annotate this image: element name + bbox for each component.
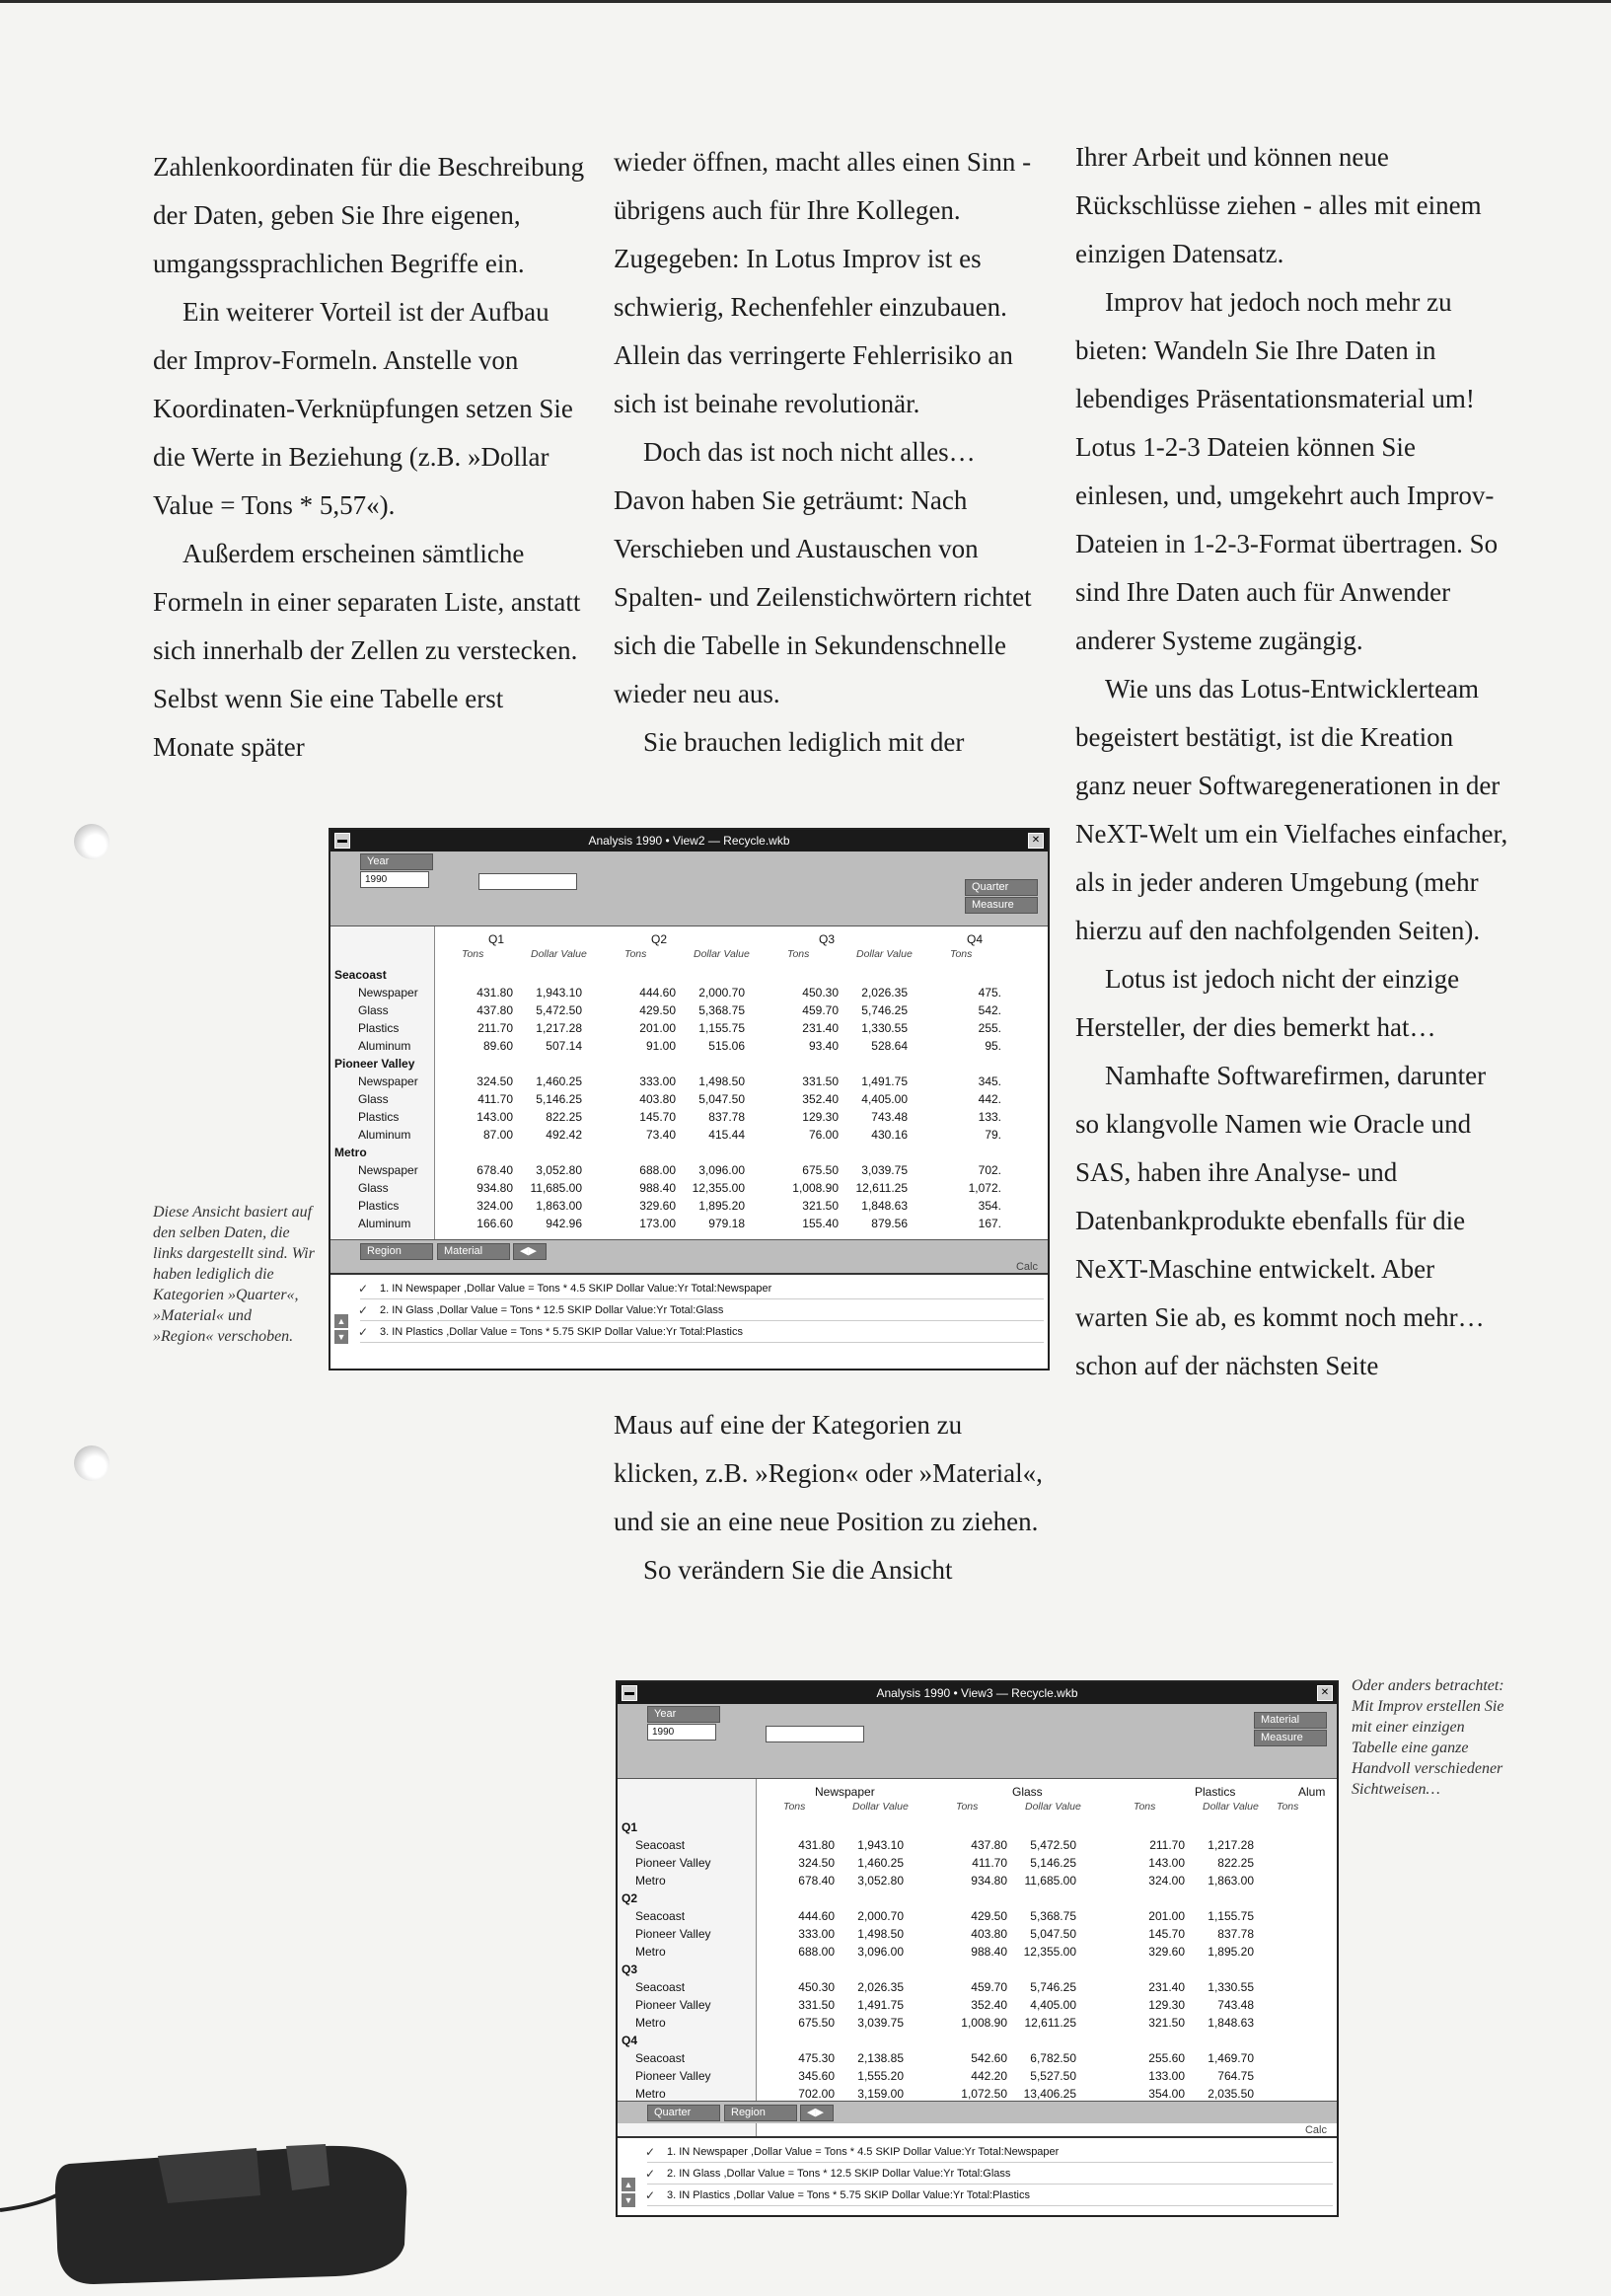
formula-list xyxy=(330,1261,1048,1369)
paragraph: Doch das ist noch nicht alles… Davon haben Sie geträumt: Nach Verschieben und Austauschen von Spalten- und Zeilenstichwörtern richtet sich die Tabelle in Sekundenschnelle wieder neu aus. xyxy=(614,437,1032,708)
item-input[interactable] xyxy=(766,1726,864,1742)
check-icon: ✓ xyxy=(645,2167,656,2181)
cell-value: 133.00 xyxy=(1148,2069,1185,2083)
cell-value: 431.80 xyxy=(798,1838,835,1852)
paragraph: So verändern Sie die Ansicht xyxy=(643,1555,953,1585)
column-header: Q1 xyxy=(488,932,505,946)
cell-value: 515.06 xyxy=(708,1039,745,1053)
cell-value: 437.80 xyxy=(476,1003,513,1017)
check-icon: ✓ xyxy=(645,2188,656,2202)
figure-caption-2: Oder anders betrachtet: Mit Improv erstellen Sie mit einer einzigen Tabelle eine ganze Handvoll verschiedener Sichtweisen… xyxy=(1352,1677,1504,1798)
row-label: Glass xyxy=(358,1181,389,1195)
cell-value: 12,611.25 xyxy=(1024,2016,1076,2030)
cell-value: 1,330.55 xyxy=(861,1021,908,1035)
cell-value: 1,217.28 xyxy=(536,1021,582,1035)
column-subheader: Tons xyxy=(787,948,810,960)
row-label: Aluminum xyxy=(358,1217,411,1230)
paragraph: Zahlenkoordinaten für die Beschreibung der Daten, geben Sie Ihre eigenen, umgangssprachlichen Begriffe ein. xyxy=(153,152,585,278)
cell-value: 442.20 xyxy=(971,2069,1007,2083)
cell-value: 201.00 xyxy=(639,1021,676,1035)
cell-value: 73.40 xyxy=(645,1128,676,1142)
cell-value: 321.50 xyxy=(802,1199,839,1213)
row-group-label: Q3 xyxy=(622,1963,638,1976)
cell-value: 988.40 xyxy=(971,1945,1007,1959)
category-tile-year[interactable]: Year xyxy=(647,1706,720,1723)
scroll-arrows-icon[interactable]: ◀▶ xyxy=(513,1243,547,1260)
cell-value: 1,895.20 xyxy=(1208,1945,1254,1959)
cell-value: 4,405.00 xyxy=(861,1092,908,1106)
row-label: Seacoast xyxy=(635,2051,686,2065)
cell-value: 675.50 xyxy=(798,2016,835,2030)
cell-value: 430.16 xyxy=(871,1128,908,1142)
cell-value: 442. xyxy=(978,1092,1001,1106)
cell-value: 475. xyxy=(978,986,1001,1000)
cell-value: 411.70 xyxy=(972,1856,1007,1870)
column-subheader: Tons xyxy=(624,948,647,960)
figure-caption-1: Diese Ansicht basiert auf den selben Daten, die links dargestellt sind. Wir haben lediglich die Kategorien »Quarter«, »Material« und »Region« verschoben. xyxy=(153,1204,315,1345)
cell-value: 702. xyxy=(978,1163,1001,1177)
cell-value: 1,008.90 xyxy=(792,1181,839,1195)
cell-value: 352.40 xyxy=(971,1998,1007,2012)
paragraph: Ein weiterer Vorteil ist der Aufbau der Improv-Formeln. Anstelle von Koordinaten-Verknüpfungen setzen Sie die Werte in Beziehung (z.B. »Dollar Value = Tons * 5,57«). xyxy=(153,297,573,520)
cell-value: 2,000.70 xyxy=(857,1909,904,1923)
category-tile-region[interactable]: Region xyxy=(724,2105,797,2121)
cell-value: 822.25 xyxy=(1217,1856,1254,1870)
cell-value: 528.64 xyxy=(871,1039,908,1053)
row-label: Metro xyxy=(635,2016,666,2030)
formula-line[interactable]: ✓ 2. IN Glass ,Dollar Value = Tons * 12.5 SKIP Dollar Value:Yr Total:Glass xyxy=(360,1300,1044,1321)
row-label: Metro xyxy=(635,2087,666,2101)
column-header: Alum xyxy=(1298,1785,1326,1799)
cell-value: 211.70 xyxy=(1149,1838,1185,1852)
cell-value: 1,008.90 xyxy=(961,2016,1007,2030)
cell-value: 324.50 xyxy=(798,1856,835,1870)
item-input[interactable] xyxy=(478,873,577,890)
check-icon: ✓ xyxy=(645,2145,656,2159)
column-subheader: Tons xyxy=(956,1801,979,1813)
column-header: Glass xyxy=(1012,1785,1043,1799)
cell-value: 2,026.35 xyxy=(861,986,908,1000)
formula-line[interactable]: ✓ 1. IN Newspaper ,Dollar Value = Tons * 4.5 SKIP Dollar Value:Yr Total:Newspaper xyxy=(647,2142,1333,2163)
cell-value: 1,943.10 xyxy=(857,1838,904,1852)
paragraph: Außerdem erscheinen sämtliche Formeln in einer separaten Liste, anstatt sich innerhalb der Zellen zu verstecken. Selbst wenn Sie eine Tabelle erst Monate später xyxy=(153,539,581,762)
cell-value: 329.60 xyxy=(1148,1945,1185,1959)
text-column-1 xyxy=(153,143,587,772)
category-tile-area xyxy=(330,852,1048,926)
cell-value: 1,491.75 xyxy=(861,1074,908,1088)
text-column-2-continued xyxy=(614,1401,1048,1594)
cell-value: 1,217.28 xyxy=(1208,1838,1254,1852)
column-header: Q2 xyxy=(651,932,668,946)
cell-value: 2,138.85 xyxy=(857,2051,904,2065)
close-icon[interactable]: ✕ xyxy=(1028,833,1044,849)
cell-value: 5,146.25 xyxy=(1030,1856,1076,1870)
category-tile-area xyxy=(618,1704,1337,1778)
row-group-label: Q1 xyxy=(622,1820,638,1834)
cell-value: 444.60 xyxy=(639,986,676,1000)
paragraph: wieder öffnen, macht alles einen Sinn - übrigens auch für Ihre Kollegen. Zugegeben: In Lotus Improv ist es schwierig, Rechenfehler einzubauen. Allein das verringerte Fehlerrisiko an sich ist beinahe revolutionär. xyxy=(614,147,1032,418)
cell-value: 988.40 xyxy=(639,1181,676,1195)
calc-button[interactable]: Calc xyxy=(1304,2124,1327,2136)
cell-value: 459.70 xyxy=(802,1003,839,1017)
formula-line[interactable]: ✓ 3. IN Plastics ,Dollar Value = Tons * 5.75 SKIP Dollar Value:Yr Total:Plastics xyxy=(647,2185,1333,2206)
cell-value: 411.70 xyxy=(477,1092,513,1106)
category-tile-quarter[interactable]: Quarter xyxy=(965,879,1038,896)
cell-value: 678.40 xyxy=(476,1163,513,1177)
cell-value: 942.96 xyxy=(546,1217,582,1230)
cell-value: 837.78 xyxy=(1217,1927,1254,1941)
formula-line[interactable]: ✓ 1. IN Newspaper ,Dollar Value = Tons * 4.5 SKIP Dollar Value:Yr Total:Newspaper xyxy=(360,1279,1044,1299)
cell-value: 331.50 xyxy=(802,1074,839,1088)
cell-value: 2,000.70 xyxy=(698,986,745,1000)
cell-value: 3,039.75 xyxy=(861,1163,908,1177)
cell-value: 822.25 xyxy=(546,1110,582,1124)
cell-value: 743.48 xyxy=(1217,1998,1254,2012)
row-label: Newspaper xyxy=(358,1163,418,1177)
cell-value: 5,047.50 xyxy=(1030,1927,1076,1941)
cell-value: 3,052.80 xyxy=(536,1163,582,1177)
cell-value: 76.00 xyxy=(808,1128,839,1142)
cell-value: 345.60 xyxy=(798,2069,835,2083)
cell-value: 329.60 xyxy=(639,1199,676,1213)
row-label: Metro xyxy=(635,1945,666,1959)
row-label: Seacoast xyxy=(635,1909,686,1923)
column-subheader: Tons xyxy=(1134,1801,1156,1813)
cell-value: 231.40 xyxy=(1148,1980,1185,1994)
cell-value: 444.60 xyxy=(798,1909,835,1923)
cell-value: 5,146.25 xyxy=(536,1092,582,1106)
cell-value: 1,460.25 xyxy=(857,1856,904,1870)
cell-value: 450.30 xyxy=(798,1980,835,1994)
cell-value: 6,782.50 xyxy=(1030,2051,1076,2065)
scroll-down-icon[interactable]: ▼ xyxy=(622,2193,635,2207)
row-label: Pioneer Valley xyxy=(635,1927,711,1941)
paragraph: Maus auf eine der Kategorien zu klicken, z.B. »Region« oder »Material«, und sie an eine neue Position zu ziehen. xyxy=(614,1410,1043,1536)
row-group-label: Q4 xyxy=(622,2034,638,2047)
cell-value: 5,368.75 xyxy=(1030,1909,1076,1923)
column-subheader: Dollar Value xyxy=(694,948,750,960)
cell-value: 403.80 xyxy=(971,1927,1007,1941)
cell-value: 1,330.55 xyxy=(1208,1980,1254,1994)
cell-value: 415.44 xyxy=(708,1128,745,1142)
cell-value: 12,355.00 xyxy=(1023,1945,1076,1959)
cell-value: 89.60 xyxy=(482,1039,513,1053)
cell-value: 12,355.00 xyxy=(692,1181,745,1195)
cell-value: 3,159.00 xyxy=(857,2087,904,2101)
cell-value: 155.40 xyxy=(802,1217,839,1230)
row-label: Newspaper xyxy=(358,986,418,1000)
column-subheader: Dollar Value xyxy=(856,948,913,960)
cell-value: 1,555.20 xyxy=(857,2069,904,2083)
cell-value: 324.00 xyxy=(476,1199,513,1213)
formula-list xyxy=(618,2124,1337,2215)
cell-value: 91.00 xyxy=(645,1039,676,1053)
row-label: Aluminum xyxy=(358,1128,411,1142)
cell-value: 211.70 xyxy=(477,1021,513,1035)
cell-value: 5,368.75 xyxy=(698,1003,745,1017)
cell-value: 1,072.50 xyxy=(961,2087,1007,2101)
improv-window-view3 xyxy=(616,1680,1339,2217)
column-subheader: Dollar Value xyxy=(531,948,587,960)
cell-value: 1,863.00 xyxy=(1208,1874,1254,1888)
category-tile-year[interactable]: Year xyxy=(360,853,433,870)
cell-value: 542. xyxy=(978,1003,1001,1017)
miniaturize-icon[interactable]: ▬ xyxy=(334,833,350,849)
cell-value: 743.48 xyxy=(871,1110,908,1124)
cell-value: 255.60 xyxy=(1148,2051,1185,2065)
column-subheader: Tons xyxy=(783,1801,806,1813)
column-header: Q3 xyxy=(819,932,836,946)
cell-value: 450.30 xyxy=(802,986,839,1000)
cell-value: 4,405.00 xyxy=(1030,1998,1076,2012)
cell-value: 934.80 xyxy=(476,1181,513,1195)
cell-value: 79. xyxy=(985,1128,1001,1142)
cell-value: 688.00 xyxy=(639,1163,676,1177)
cell-value: 145.70 xyxy=(1148,1927,1185,1941)
window-title: Analysis 1990 • View2 — Recycle.wkb xyxy=(588,834,790,848)
column-subheader: Dollar Value xyxy=(1203,1801,1259,1813)
cell-value: 1,155.75 xyxy=(1208,1909,1254,1923)
cell-value: 145.70 xyxy=(639,1110,676,1124)
formula-line[interactable]: ✓ 2. IN Glass ,Dollar Value = Tons * 12.5 SKIP Dollar Value:Yr Total:Glass xyxy=(647,2164,1333,2185)
window-titlebar[interactable] xyxy=(330,830,1048,852)
window-title: Analysis 1990 • View3 — Recycle.wkb xyxy=(876,1686,1078,1700)
close-icon[interactable]: ✕ xyxy=(1317,1685,1333,1701)
miniaturize-icon[interactable]: ▬ xyxy=(622,1685,637,1701)
row-label: Pioneer Valley xyxy=(635,1856,711,1870)
cell-value: 1,848.63 xyxy=(861,1199,908,1213)
row-label: Aluminum xyxy=(358,1039,411,1053)
row-label: Plastics xyxy=(358,1021,400,1035)
cell-value: 979.18 xyxy=(708,1217,745,1230)
scroll-arrows-icon[interactable]: ◀▶ xyxy=(800,2105,834,2121)
scroll-up-icon[interactable]: ▲ xyxy=(622,2178,635,2191)
paragraph: Namhafte Softwarefirmen, darunter so klangvolle Namen wie Oracle und SAS, haben ihre Analyse- und Datenbankprodukte ebenfalls für die NeXT-Maschine entwickelt. Aber warten Sie ab, es kommt noch mehr… schon auf der nächsten Seite xyxy=(1075,1061,1487,1380)
cell-value: 3,096.00 xyxy=(857,1945,904,1959)
category-tile-measure[interactable]: Measure xyxy=(1254,1730,1327,1746)
formula-line[interactable]: ✓ 3. IN Plastics ,Dollar Value = Tons * 5.75 SKIP Dollar Value:Yr Total:Plastics xyxy=(360,1322,1044,1343)
row-label: Plastics xyxy=(358,1199,400,1213)
cell-value: 5,472.50 xyxy=(1030,1838,1076,1852)
column-subheader: Tons xyxy=(950,948,973,960)
row-label: Pioneer Valley xyxy=(635,1998,711,2012)
column-subheader: Dollar Value xyxy=(1025,1801,1081,1813)
cell-value: 934.80 xyxy=(971,1874,1007,1888)
cell-value: 1,943.10 xyxy=(536,986,582,1000)
category-tile-measure[interactable]: Measure xyxy=(965,897,1038,914)
cell-value: 837.78 xyxy=(708,1110,745,1124)
cell-value: 429.50 xyxy=(971,1909,1007,1923)
row-label: Metro xyxy=(635,1874,666,1888)
cell-value: 1,491.75 xyxy=(857,1998,904,2012)
paragraph: Wie uns das Lotus-Entwicklerteam begeistert bestätigt, ist die Kreation ganz neuer Softwaregenerationen in der NeXT-Welt um ein Vielfaches einfacher, als in jeder anderen Umgebung (mehr hierzu auf den nachfolgenden Seiten). xyxy=(1075,674,1508,945)
cell-value: 702.00 xyxy=(798,2087,835,2101)
paragraph: Improv hat jedoch noch mehr zu bieten: Wandeln Sie Ihre Daten in lebendiges Präsentationsmaterial um! Lotus 1-2-3 Dateien können Sie einlesen, und, umgekehrt auch Improv-Dateien in 1-2-3-Format übertragen. So sind Ihre Daten auch für Anwender anderer Systeme zugängig. xyxy=(1075,287,1499,655)
improv-window-view2 xyxy=(329,828,1050,1370)
cell-value: 459.70 xyxy=(971,1980,1007,1994)
cell-value: 5,746.25 xyxy=(1030,1980,1076,1994)
cell-value: 173.00 xyxy=(639,1217,676,1230)
scroll-down-icon[interactable]: ▼ xyxy=(334,1330,348,1344)
cell-value: 129.30 xyxy=(1148,1998,1185,2012)
row-label: Seacoast xyxy=(635,1838,686,1852)
column-subheader: Dollar Value xyxy=(852,1801,909,1813)
cell-value: 324.00 xyxy=(1148,1874,1185,1888)
cell-value: 166.60 xyxy=(476,1217,513,1230)
check-icon: ✓ xyxy=(358,1282,369,1296)
text-column-3 xyxy=(1075,133,1509,1390)
cell-value: 403.80 xyxy=(639,1092,676,1106)
column-header: Plastics xyxy=(1195,1785,1236,1799)
cell-value: 133. xyxy=(978,1110,1001,1124)
paragraph: Lotus ist jedoch nicht der einzige Hersteller, der dies bemerkt hat… xyxy=(1075,964,1460,1042)
column-header: Q4 xyxy=(967,932,984,946)
column-subheader: Tons xyxy=(462,948,484,960)
cell-value: 3,039.75 xyxy=(857,2016,904,2030)
window-titlebar[interactable] xyxy=(618,1682,1337,1704)
cell-value: 324.50 xyxy=(476,1074,513,1088)
row-group-label: Q2 xyxy=(622,1891,638,1905)
column-header: Newspaper xyxy=(815,1785,875,1799)
cell-value: 1,460.25 xyxy=(536,1074,582,1088)
cell-value: 321.50 xyxy=(1148,2016,1185,2030)
cell-value: 1,498.50 xyxy=(698,1074,745,1088)
cell-value: 95. xyxy=(985,1039,1001,1053)
cell-value: 143.00 xyxy=(1148,1856,1185,1870)
paragraph: Sie brauchen lediglich mit der xyxy=(643,727,965,757)
cell-value: 3,052.80 xyxy=(857,1874,904,1888)
cell-value: 333.00 xyxy=(798,1927,835,1941)
cell-value: 1,863.00 xyxy=(536,1199,582,1213)
top-rule xyxy=(0,0,1611,3)
cell-value: 167. xyxy=(978,1217,1001,1230)
row-label: Seacoast xyxy=(635,1980,686,1994)
row-label: Plastics xyxy=(358,1110,400,1124)
cell-value: 255. xyxy=(978,1021,1001,1035)
row-group-label: Seacoast xyxy=(334,968,387,982)
cell-value: 201.00 xyxy=(1148,1909,1185,1923)
cell-value: 429.50 xyxy=(639,1003,676,1017)
check-icon: ✓ xyxy=(358,1303,369,1317)
cell-value: 13,406.25 xyxy=(1023,2087,1076,2101)
column-subheader: Tons xyxy=(1277,1801,1299,1813)
cell-value: 475.30 xyxy=(798,2051,835,2065)
cell-value: 1,848.63 xyxy=(1208,2016,1254,2030)
cell-value: 437.80 xyxy=(971,1838,1007,1852)
cell-value: 129.30 xyxy=(802,1110,839,1124)
cell-value: 675.50 xyxy=(802,1163,839,1177)
cell-value: 1,895.20 xyxy=(698,1199,745,1213)
row-label: Glass xyxy=(358,1092,389,1106)
bottom-tile-bar xyxy=(618,2101,1337,2123)
cell-value: 2,035.50 xyxy=(1208,2087,1254,2101)
cell-value: 11,685.00 xyxy=(1024,1874,1076,1888)
cell-value: 431.80 xyxy=(476,986,513,1000)
cell-value: 3,096.00 xyxy=(698,1163,745,1177)
cell-value: 1,072. xyxy=(968,1181,1001,1195)
cell-value: 143.00 xyxy=(476,1110,513,1124)
cell-value: 5,746.25 xyxy=(861,1003,908,1017)
cell-value: 507.14 xyxy=(546,1039,582,1053)
cell-value: 354.00 xyxy=(1148,2087,1185,2101)
cell-value: 11,685.00 xyxy=(530,1181,582,1195)
scroll-up-icon[interactable]: ▲ xyxy=(334,1314,348,1328)
cell-value: 492.42 xyxy=(546,1128,582,1142)
cell-value: 354. xyxy=(978,1199,1001,1213)
row-group-label: Metro xyxy=(334,1146,367,1159)
year-selector[interactable]: 1990 xyxy=(360,871,429,888)
cell-value: 87.00 xyxy=(482,1128,513,1142)
cell-value: 542.60 xyxy=(971,2051,1007,2065)
cell-value: 764.75 xyxy=(1217,2069,1254,2083)
cell-value: 331.50 xyxy=(798,1998,835,2012)
cell-value: 12,611.25 xyxy=(855,1181,908,1195)
row-label: Pioneer Valley xyxy=(635,2069,711,2083)
binder-hole-bottom xyxy=(74,1445,110,1481)
row-group-label: Pioneer Valley xyxy=(334,1057,415,1071)
category-tile-region[interactable]: Region xyxy=(360,1243,433,1260)
mouse-image xyxy=(0,2136,414,2284)
cell-value: 1,155.75 xyxy=(698,1021,745,1035)
category-tile-material[interactable]: Material xyxy=(437,1243,510,1260)
binder-hole-top xyxy=(74,824,110,859)
paragraph: Ihrer Arbeit und können neue Rückschlüsse ziehen - alles mit einem einzigen Datensatz. xyxy=(1075,142,1482,268)
cell-value: 231.40 xyxy=(802,1021,839,1035)
year-selector[interactable]: 1990 xyxy=(647,1724,716,1741)
category-tile-material[interactable]: Material xyxy=(1254,1712,1327,1729)
check-icon: ✓ xyxy=(358,1325,369,1339)
cell-value: 2,026.35 xyxy=(857,1980,904,1994)
cell-value: 678.40 xyxy=(798,1874,835,1888)
cell-value: 93.40 xyxy=(808,1039,839,1053)
cell-value: 5,527.50 xyxy=(1030,2069,1076,2083)
category-tile-quarter[interactable]: Quarter xyxy=(647,2105,720,2121)
cell-value: 333.00 xyxy=(639,1074,676,1088)
row-label: Newspaper xyxy=(358,1074,418,1088)
cell-value: 1,498.50 xyxy=(857,1927,904,1941)
cell-value: 688.00 xyxy=(798,1945,835,1959)
cell-value: 879.56 xyxy=(871,1217,908,1230)
cell-value: 352.40 xyxy=(802,1092,839,1106)
cell-value: 1,469.70 xyxy=(1208,2051,1254,2065)
cell-value: 5,047.50 xyxy=(698,1092,745,1106)
calc-button[interactable]: Calc xyxy=(1015,1261,1038,1273)
data-grid[interactable] xyxy=(330,926,1048,1240)
row-label: Glass xyxy=(358,1003,389,1017)
cell-value: 5,472.50 xyxy=(536,1003,582,1017)
text-column-2 xyxy=(614,138,1048,767)
bottom-tile-bar xyxy=(330,1239,1048,1262)
cell-value: 345. xyxy=(978,1074,1001,1088)
